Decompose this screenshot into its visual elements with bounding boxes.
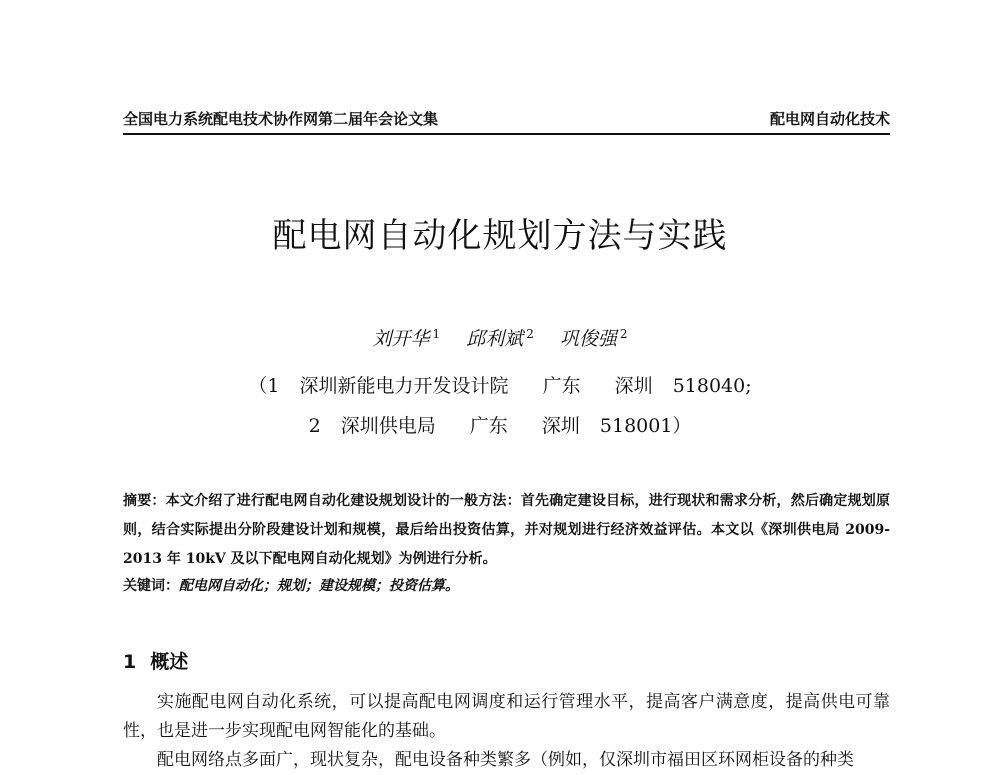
section-number: 1 [123,651,137,673]
body-paragraph: 实施配电网自动化系统，可以提高配电网调度和运行管理水平，提高客户满意度，提高供电可靠性，也是进一步实现配电网智能化的基础。 [123,692,890,741]
author-list [0,324,1000,351]
running-header [123,108,890,135]
author: 刘开华 $^1$ [372,326,441,350]
body-paragraph: 配电网络点多面广，现状复杂，配电设备种类繁多（例如，仅深圳市福田区环网柜设备的种类 [157,750,854,770]
section-title: 概述 [150,651,189,673]
abstract-label: 摘要： [123,493,166,509]
keywords-label: 关键词： [123,578,179,594]
paper-title: 配电网自动化规划方法与实践 [272,216,728,256]
header-section-title: 配电网自动化技术 [769,110,890,128]
keywords [123,575,890,595]
keywords-text: 配电网自动化；规划；建设规模；投资估算。 [179,578,459,594]
abstract-text: 本文介绍了进行配电网自动化建设规划设计的一般方法：首先确定建设目标，进行现状和需求分析，然后确定规划原则，结合实际提出分阶段建设计划和规模，最后给出投资估算，并对规划进行经济效益评估。本文以《深圳供电局 2009-2013 年 10kV 及以下配电网自动化规划》为例进行分析。 [123,493,890,567]
abstract [123,487,890,574]
section-heading [123,647,188,674]
affiliation-1: （1 深圳新能电力开发设计院 广东 深圳 518040; [248,375,752,397]
author: 巩俊强 $^2$ [559,326,628,350]
author: 邱利斌 $^2$ [466,326,534,350]
affiliation-2: 2 深圳供电局 广东 深圳 518001） [308,415,692,437]
header-proceedings-title: 全国电力系统配电技术协作网第二届年会论文集 [123,110,439,128]
